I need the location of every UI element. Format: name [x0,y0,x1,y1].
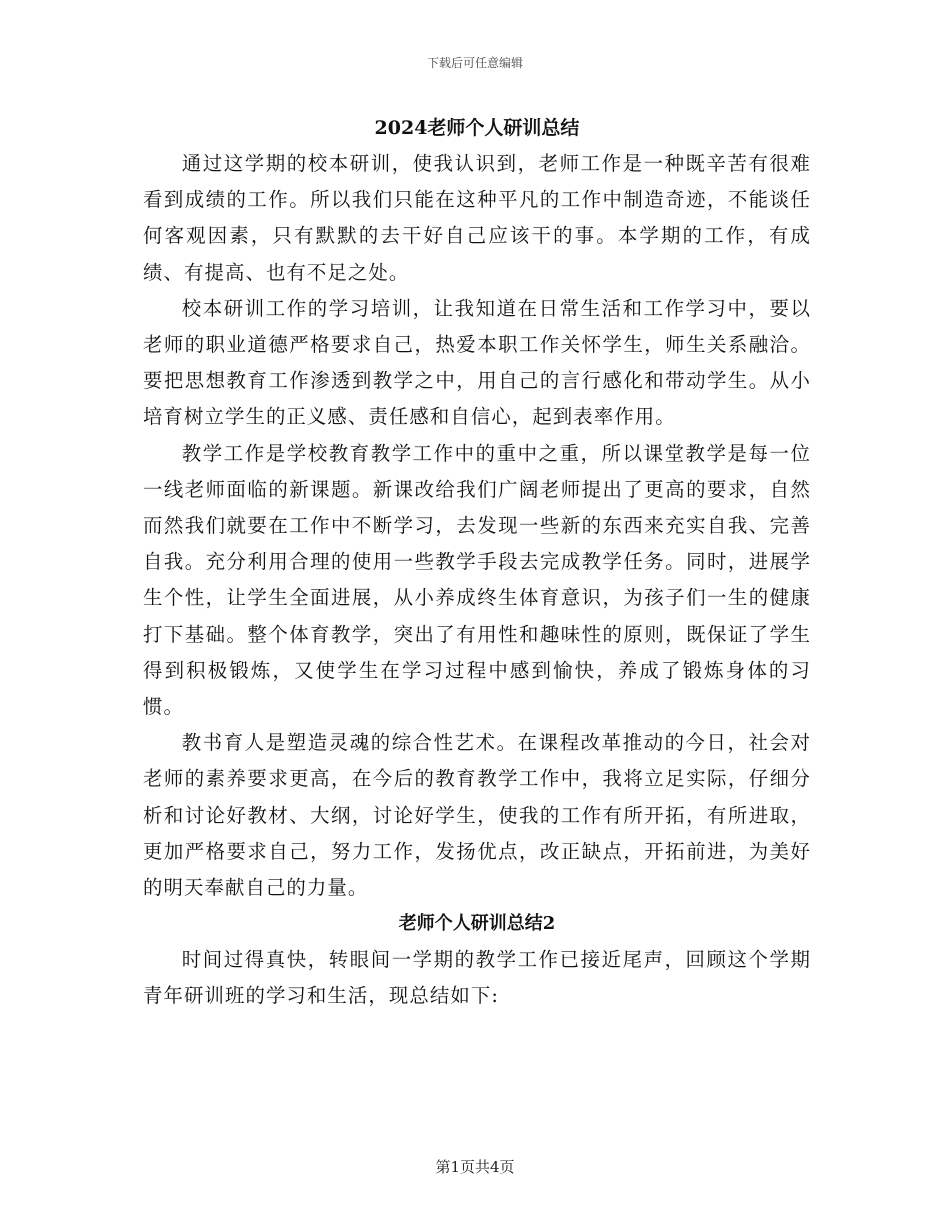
header-note: 下载后可任意编辑 [426,56,523,70]
document-body [143,110,811,1015]
section-2-paragraph-1: 时间过得真快，转眼间一学期的教学工作已接近尾声，回顾这个学期青年研训班的学习和生活，现总结如下: [143,948,811,1008]
paragraph-4: 教书育人是塑造灵魂的综合性艺术。在课程改革推动的今日，社会对老师的素养要求更高，在今后的教育教学工作中，我将立足实际，仔细分析和讨论好教材、大纲，讨论好学生，使我的工作有所开拓，有所进取，更加严格要求自己，努力工作，发扬优点，改正缺点，开拓前进，为美好的明天奉献自己的力量。 [143,731,811,900]
paragraph-1: 通过这学期的校本研训，使我认识到，老师工作是一种既辛苦有很难看到成绩的工作。所以我们只能在这种平凡的工作中制造奇迹，不能谈任何客观因素，只有默默的去干好自己应该干的事。本学期的工作，有成绩、有提高、也有不足之处。 [143,152,811,284]
document-title: 2024老师个人研训总结 [374,117,580,139]
paragraph-3: 教学工作是学校教育教学工作中的重中之重，所以课堂教学是每一位一线老师面临的新课题。新课改给我们广阔老师提出了更高的要求，自然而然我们就要在工作中不断学习，去发现一些新的东西来充实自我、完善自我。充分利用合理的使用一些教学手段去完成教学任务。同时，进展学生个性，让学生全面进展，从小养成终生体育意识，为孩子们一生的健康打下基础。整个体育教学，突出了有用性和趣味性的原则，既保证了学生得到积极锻炼，又使学生在学习过程中感到愉快，养成了锻炼身体的习惯。 [143,441,811,719]
page-number: 第1页共4页 [435,1158,515,1176]
section-2-title: 老师个人研训总结2 [398,913,556,935]
paragraph-2: 校本研训工作的学习培训，让我知道在日常生活和工作学习中，要以老师的职业道德严格要求自己，热爱本职工作关怀学生，师生关系融洽。要把思想教育工作渗透到教学之中，用自己的言行感化和带动学生。从小培育树立学生的正义感、责任感和自信心，起到表率作用。 [143,296,811,429]
